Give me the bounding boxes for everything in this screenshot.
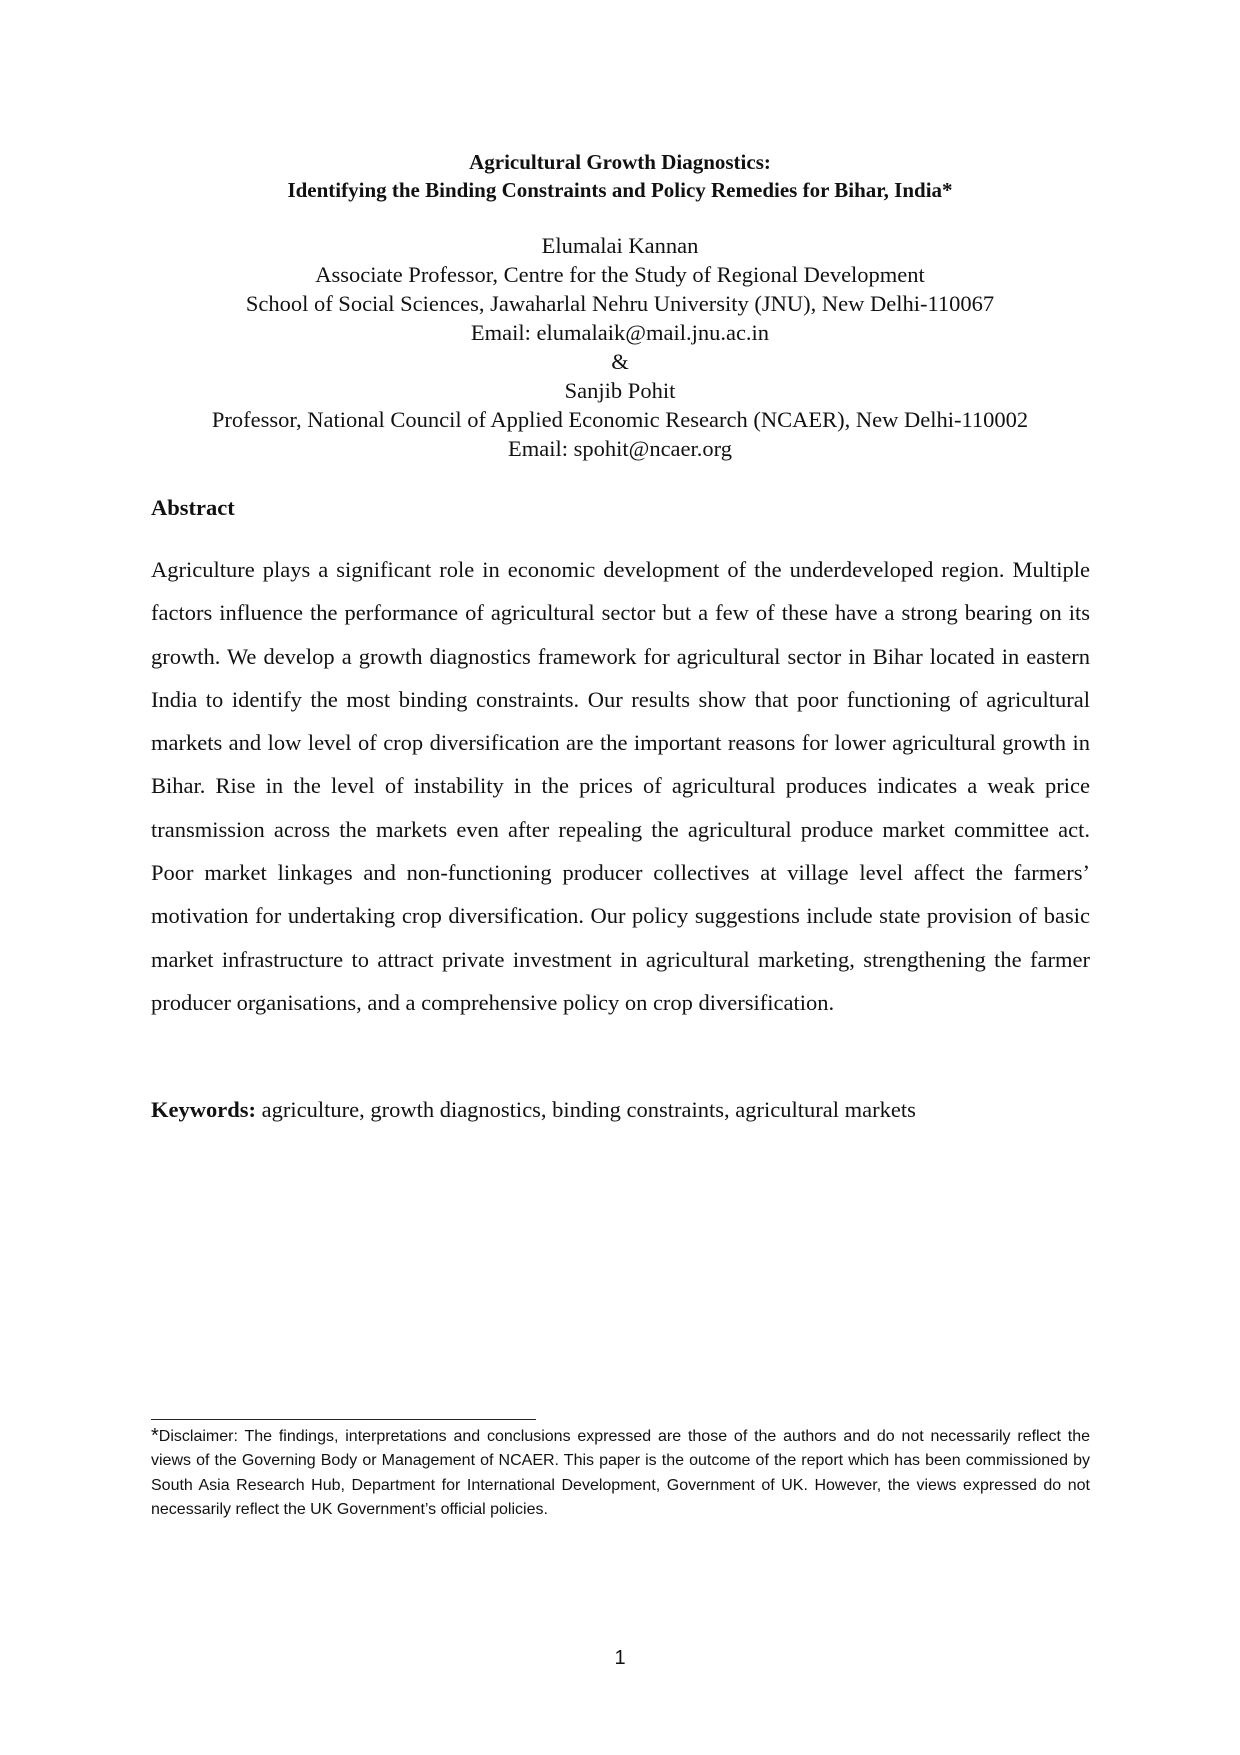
footnote-marker: *: [151, 1425, 159, 1447]
page-number: 1: [614, 1647, 626, 1669]
paper-title: [0, 148, 1240, 204]
author1-position: Associate Professor, Centre for the Study of Regional Development: [315, 262, 925, 287]
author-block: [0, 231, 1240, 463]
keywords-values: agriculture, growth diagnostics, binding constraints, agricultural markets: [261, 1097, 916, 1122]
author2-name: Sanjib Pohit: [564, 378, 676, 403]
author1-affiliation: School of Social Sciences, Jawaharlal Nehru University (JNU), New Delhi-110067: [245, 291, 995, 316]
keywords-label: Keywords:: [151, 1097, 256, 1122]
footnote-divider: [151, 1419, 536, 1420]
title-line-2: Identifying the Binding Constraints and Policy Remedies for Bihar, India*: [287, 178, 953, 202]
keywords-line: [151, 1095, 1111, 1125]
author2-email: Email: spohit@ncaer.org: [507, 436, 732, 461]
footnote: [151, 1424, 1090, 1523]
title-line-1: Agricultural Growth Diagnostics:: [469, 150, 771, 174]
abstract-text: Agriculture plays a significant role in economic development of the underdeveloped region. Multiple factors influence the performance of agricultural sector but a few of these have a strong bearing on its growth. We develop a growth diagnostics framework for agricultural sector in Bihar located in eastern India to identify the most binding constraints. Our results show that poor functioning of agricultural markets and low level of crop diversification are the important reasons for lower agricultural growth in Bihar. Rise in the level of instability in the prices of agricultural produces indicates a weak price transmission across the markets even after repealing the agricultural produce market committee act. Poor market linkages and non-functioning producer collectives at village level affect the farmers’ motivation for undertaking crop diversification. Our policy suggestions include state provision of basic market infrastructure to attract private investment in agricultural marketing, strengthening the farmer producer organisations, and a comprehensive policy on crop diversification.: [151, 557, 1090, 1015]
author2-position: Professor, National Council of Applied Economic Research (NCAER), New Delhi-110002: [211, 407, 1029, 432]
abstract-heading: Abstract: [151, 495, 235, 520]
author-separator: &: [611, 349, 629, 374]
footnote-text: Disclaimer: The findings, interpretations and conclusions expressed are those of the authors and do not necessarily reflect the views of the Governing Body or Management of NCAER. This paper is the outcome of the report which has been commissioned by South Asia Research Hub, Department for International Development, Government of UK. However, the views expressed do not necessarily reflect the UK Government’s official policies.: [151, 1428, 1090, 1519]
author1-email: Email: elumalaik@mail.jnu.ac.in: [470, 320, 770, 345]
author1-name: Elumalai Kannan: [541, 233, 699, 258]
